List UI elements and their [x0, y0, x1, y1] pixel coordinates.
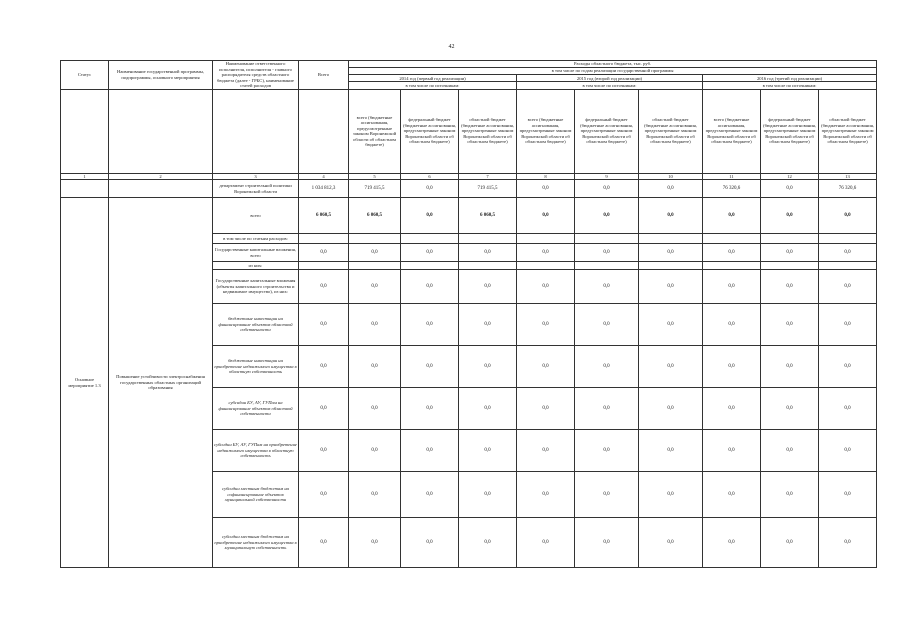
row-label: субсидии местным бюджетам на приобретение недвижимого имущества в муниципальную собственность: [213, 518, 299, 568]
row-value: 0,0: [401, 244, 459, 262]
column-number: 12: [761, 173, 819, 180]
row-value: [575, 234, 639, 244]
row-value: [639, 262, 703, 270]
row-value: [459, 262, 517, 270]
row-value: [517, 262, 575, 270]
row-value: [703, 234, 761, 244]
row-value: 0,0: [575, 346, 639, 388]
budget-table: [60, 60, 877, 568]
row-value: 0,0: [401, 270, 459, 304]
row-value: 0,0: [349, 518, 401, 568]
row-value: 0,0: [819, 430, 877, 472]
measure-total-value: 6 060,5: [299, 198, 349, 234]
header-year-2016: 2016 год (третий год реализации): [703, 75, 877, 82]
header-src-federal-2015: федеральный бюджет (бюджетные ассигнования, предусмотренные законом Воронежской области об областном бюджете): [575, 89, 639, 173]
row-value: [459, 234, 517, 244]
dept-row: [61, 180, 877, 198]
row-value: [349, 262, 401, 270]
row-value: 0,0: [349, 304, 401, 346]
column-number: 8: [517, 173, 575, 180]
row-value: 0,0: [703, 472, 761, 518]
row-value: 0,0: [761, 518, 819, 568]
row-label: субсидии БУ, АУ, ГУПам на приобретение недвижимого имущества в областную собственность: [213, 430, 299, 472]
header-src-regional-2014: областной бюджет (бюджетные ассигнования, предусмотренные законом Воронежской области об областном бюджете): [459, 89, 517, 173]
dept-value: 719 415,5: [459, 180, 517, 198]
column-number: 7: [459, 173, 517, 180]
column-number: 5: [349, 173, 401, 180]
row-value: 0,0: [299, 472, 349, 518]
row-value: 0,0: [401, 346, 459, 388]
row-value: 0,0: [575, 430, 639, 472]
row-value: 0,0: [703, 346, 761, 388]
row-value: 0,0: [459, 270, 517, 304]
measure-total-value: 0,0: [761, 198, 819, 234]
row-value: 0,0: [401, 388, 459, 430]
row-value: 0,0: [349, 244, 401, 262]
row-value: 0,0: [299, 430, 349, 472]
row-value: 0,0: [761, 346, 819, 388]
row-value: 0,0: [349, 472, 401, 518]
row-value: 0,0: [819, 270, 877, 304]
row-label: субсидии местным бюджетам на софинансирование объектов муниципальной собственности: [213, 472, 299, 518]
row-value: [819, 262, 877, 270]
row-value: 0,0: [299, 388, 349, 430]
row-value: 0,0: [459, 388, 517, 430]
row-value: [761, 262, 819, 270]
row-value: 0,0: [639, 304, 703, 346]
column-number: 10: [639, 173, 703, 180]
row-value: 0,0: [517, 430, 575, 472]
row-value: 0,0: [349, 388, 401, 430]
row-value: 0,0: [517, 388, 575, 430]
row-value: 0,0: [575, 244, 639, 262]
row-value: 0,0: [761, 244, 819, 262]
row-value: 0,0: [819, 304, 877, 346]
row-value: 0,0: [639, 270, 703, 304]
row-value: 0,0: [401, 518, 459, 568]
row-value: [401, 262, 459, 270]
column-number: 2: [109, 173, 213, 180]
row-value: 0,0: [459, 518, 517, 568]
row-value: 0,0: [761, 388, 819, 430]
row-label: субсидии БУ, АУ, ГУПам на финансирование объектов областной собственности: [213, 388, 299, 430]
row-value: 0,0: [575, 270, 639, 304]
header-executor: Наименование ответственного исполнителя, исполнителя - главного распорядителя средств областного бюджета (далее - ГРБС), наименование статей расходов: [213, 61, 299, 90]
row-value: [575, 262, 639, 270]
header-sources-2016: в том числе по источникам:: [703, 82, 877, 89]
header-program-name: Наименование государственной программы, подпрограммы, основного мероприятия: [109, 61, 213, 90]
row-value: 0,0: [299, 518, 349, 568]
measure-total-value: 0,0: [639, 198, 703, 234]
column-number: 11: [703, 173, 761, 180]
dept-value: 0,0: [575, 180, 639, 198]
row-value: 0,0: [761, 270, 819, 304]
header-status: Статус: [61, 61, 109, 90]
measure-total-value: 0,0: [819, 198, 877, 234]
row-value: 0,0: [639, 430, 703, 472]
measure-total-value: 6 060,5: [349, 198, 401, 234]
row-value: 0,0: [401, 304, 459, 346]
header-src-regional-2015: областной бюджет (бюджетные ассигнования, предусмотренные законом Воронежской области об областном бюджете): [639, 89, 703, 173]
row-value: 0,0: [459, 430, 517, 472]
row-value: 0,0: [703, 270, 761, 304]
dept-value: 0,0: [639, 180, 703, 198]
page-number: 42: [448, 44, 455, 50]
row-value: 0,0: [459, 346, 517, 388]
row-value: 0,0: [349, 346, 401, 388]
header-expenses-title: Расходы областного бюджета, тыс. руб.: [349, 61, 877, 68]
row-value: 0,0: [703, 244, 761, 262]
row-value: [401, 234, 459, 244]
row-value: 0,0: [459, 472, 517, 518]
measure-total-value: 6 060,5: [459, 198, 517, 234]
row-label: Государственные капитальные вложения, всего: [213, 244, 299, 262]
header-total: Всего: [299, 61, 349, 90]
row-value: 0,0: [575, 388, 639, 430]
column-number: 3: [213, 173, 299, 180]
row-value: [703, 262, 761, 270]
row-value: 0,0: [761, 472, 819, 518]
row-value: 0,0: [819, 244, 877, 262]
header-year-2015: 2015 год (второй год реализации): [517, 75, 703, 82]
column-number: 1: [61, 173, 109, 180]
header-src-all-2014: всего (бюджетные ассигнования, предусмотренные законом Воронежской области об областном бюджете): [349, 89, 401, 173]
dept-value: 0,0: [517, 180, 575, 198]
measure-total-label: всего: [213, 198, 299, 234]
measure-total-row: [61, 198, 877, 234]
row-value: 0,0: [761, 430, 819, 472]
header-src-all-2015: всего (бюджетные ассигнования, предусмотренные законом Воронежской области об областном бюджете): [517, 89, 575, 173]
dept-value: 76 320,6: [819, 180, 877, 198]
header-sources-2014: в том числе по источникам:: [349, 82, 517, 89]
row-value: 0,0: [819, 388, 877, 430]
column-number: 4: [299, 173, 349, 180]
row-value: 0,0: [819, 346, 877, 388]
measure-total-value: 0,0: [703, 198, 761, 234]
row-label: Государственные капитальные вложения (объекты капитального строительства и недвижимое имущество), из них:: [213, 270, 299, 304]
header-sources-2015: в том числе по источникам:: [517, 82, 703, 89]
row-value: 0,0: [639, 346, 703, 388]
row-label: из них:: [213, 262, 299, 270]
row-label: бюджетные инвестиции на приобретение недвижимого имущества в областную собственность: [213, 346, 299, 388]
column-number: 6: [401, 173, 459, 180]
dept-executor: департамент строительной политики Воронежской области: [213, 180, 299, 198]
header-src-regional-2016: областной бюджет (бюджетные ассигнования, предусмотренные законом Воронежской области об областном бюджете): [819, 89, 877, 173]
row-value: 0,0: [575, 304, 639, 346]
row-value: 0,0: [349, 430, 401, 472]
row-value: [299, 234, 349, 244]
row-value: 0,0: [819, 472, 877, 518]
row-value: 0,0: [703, 388, 761, 430]
row-value: 0,0: [703, 518, 761, 568]
row-value: 0,0: [761, 304, 819, 346]
dept-value: 0,0: [761, 180, 819, 198]
dept-value: 719 415,5: [349, 180, 401, 198]
header-src-all-2016: всего (бюджетные ассигнования, предусмотренные законом Воронежской области об областном бюджете): [703, 89, 761, 173]
row-value: 0,0: [459, 244, 517, 262]
row-value: 0,0: [349, 270, 401, 304]
row-label: в том числе по статьям расходов:: [213, 234, 299, 244]
header-src-federal-2014: федеральный бюджет (бюджетные ассигнования, предусмотренные законом Воронежской области об областном бюджете): [401, 89, 459, 173]
row-value: 0,0: [703, 430, 761, 472]
row-value: 0,0: [401, 472, 459, 518]
row-value: 0,0: [517, 244, 575, 262]
row-value: 0,0: [639, 388, 703, 430]
row-value: 0,0: [299, 346, 349, 388]
row-value: 0,0: [517, 304, 575, 346]
measure-status: Основное мероприятие 1.3: [61, 198, 109, 568]
row-value: 0,0: [459, 304, 517, 346]
dept-value: 0,0: [401, 180, 459, 198]
column-number: 9: [575, 173, 639, 180]
row-value: [299, 262, 349, 270]
row-value: 0,0: [575, 518, 639, 568]
row-value: 0,0: [703, 304, 761, 346]
row-value: 0,0: [517, 518, 575, 568]
header-src-federal-2016: федеральный бюджет (бюджетные ассигнования, предусмотренные законом Воронежской области об областном бюджете): [761, 89, 819, 173]
row-value: [349, 234, 401, 244]
row-value: 0,0: [639, 472, 703, 518]
column-number: 13: [819, 173, 877, 180]
row-value: [761, 234, 819, 244]
row-value: 0,0: [299, 270, 349, 304]
dept-value: 76 320,6: [703, 180, 761, 198]
row-value: 0,0: [517, 472, 575, 518]
row-value: [639, 234, 703, 244]
row-value: 0,0: [639, 518, 703, 568]
row-value: 0,0: [819, 518, 877, 568]
row-value: 0,0: [639, 244, 703, 262]
header-year-2014: 2014 год (первый год реализации): [349, 75, 517, 82]
row-value: 0,0: [517, 270, 575, 304]
row-value: 0,0: [401, 430, 459, 472]
measure-total-value: 0,0: [517, 198, 575, 234]
measure-name: Повышение устойчивости электроснабжения государственных областных организаций образования: [109, 198, 213, 568]
row-value: 0,0: [517, 346, 575, 388]
row-value: 0,0: [299, 304, 349, 346]
header-by-years: в том числе по годам реализации государственной программы: [349, 68, 877, 75]
row-label: бюджетные инвестиции на финансирование объектов областной собственности: [213, 304, 299, 346]
row-value: 0,0: [575, 472, 639, 518]
measure-total-value: 0,0: [575, 198, 639, 234]
measure-total-value: 0,0: [401, 198, 459, 234]
row-value: [819, 234, 877, 244]
dept-value: 1 034 812,3: [299, 180, 349, 198]
row-value: [517, 234, 575, 244]
row-value: 0,0: [299, 244, 349, 262]
